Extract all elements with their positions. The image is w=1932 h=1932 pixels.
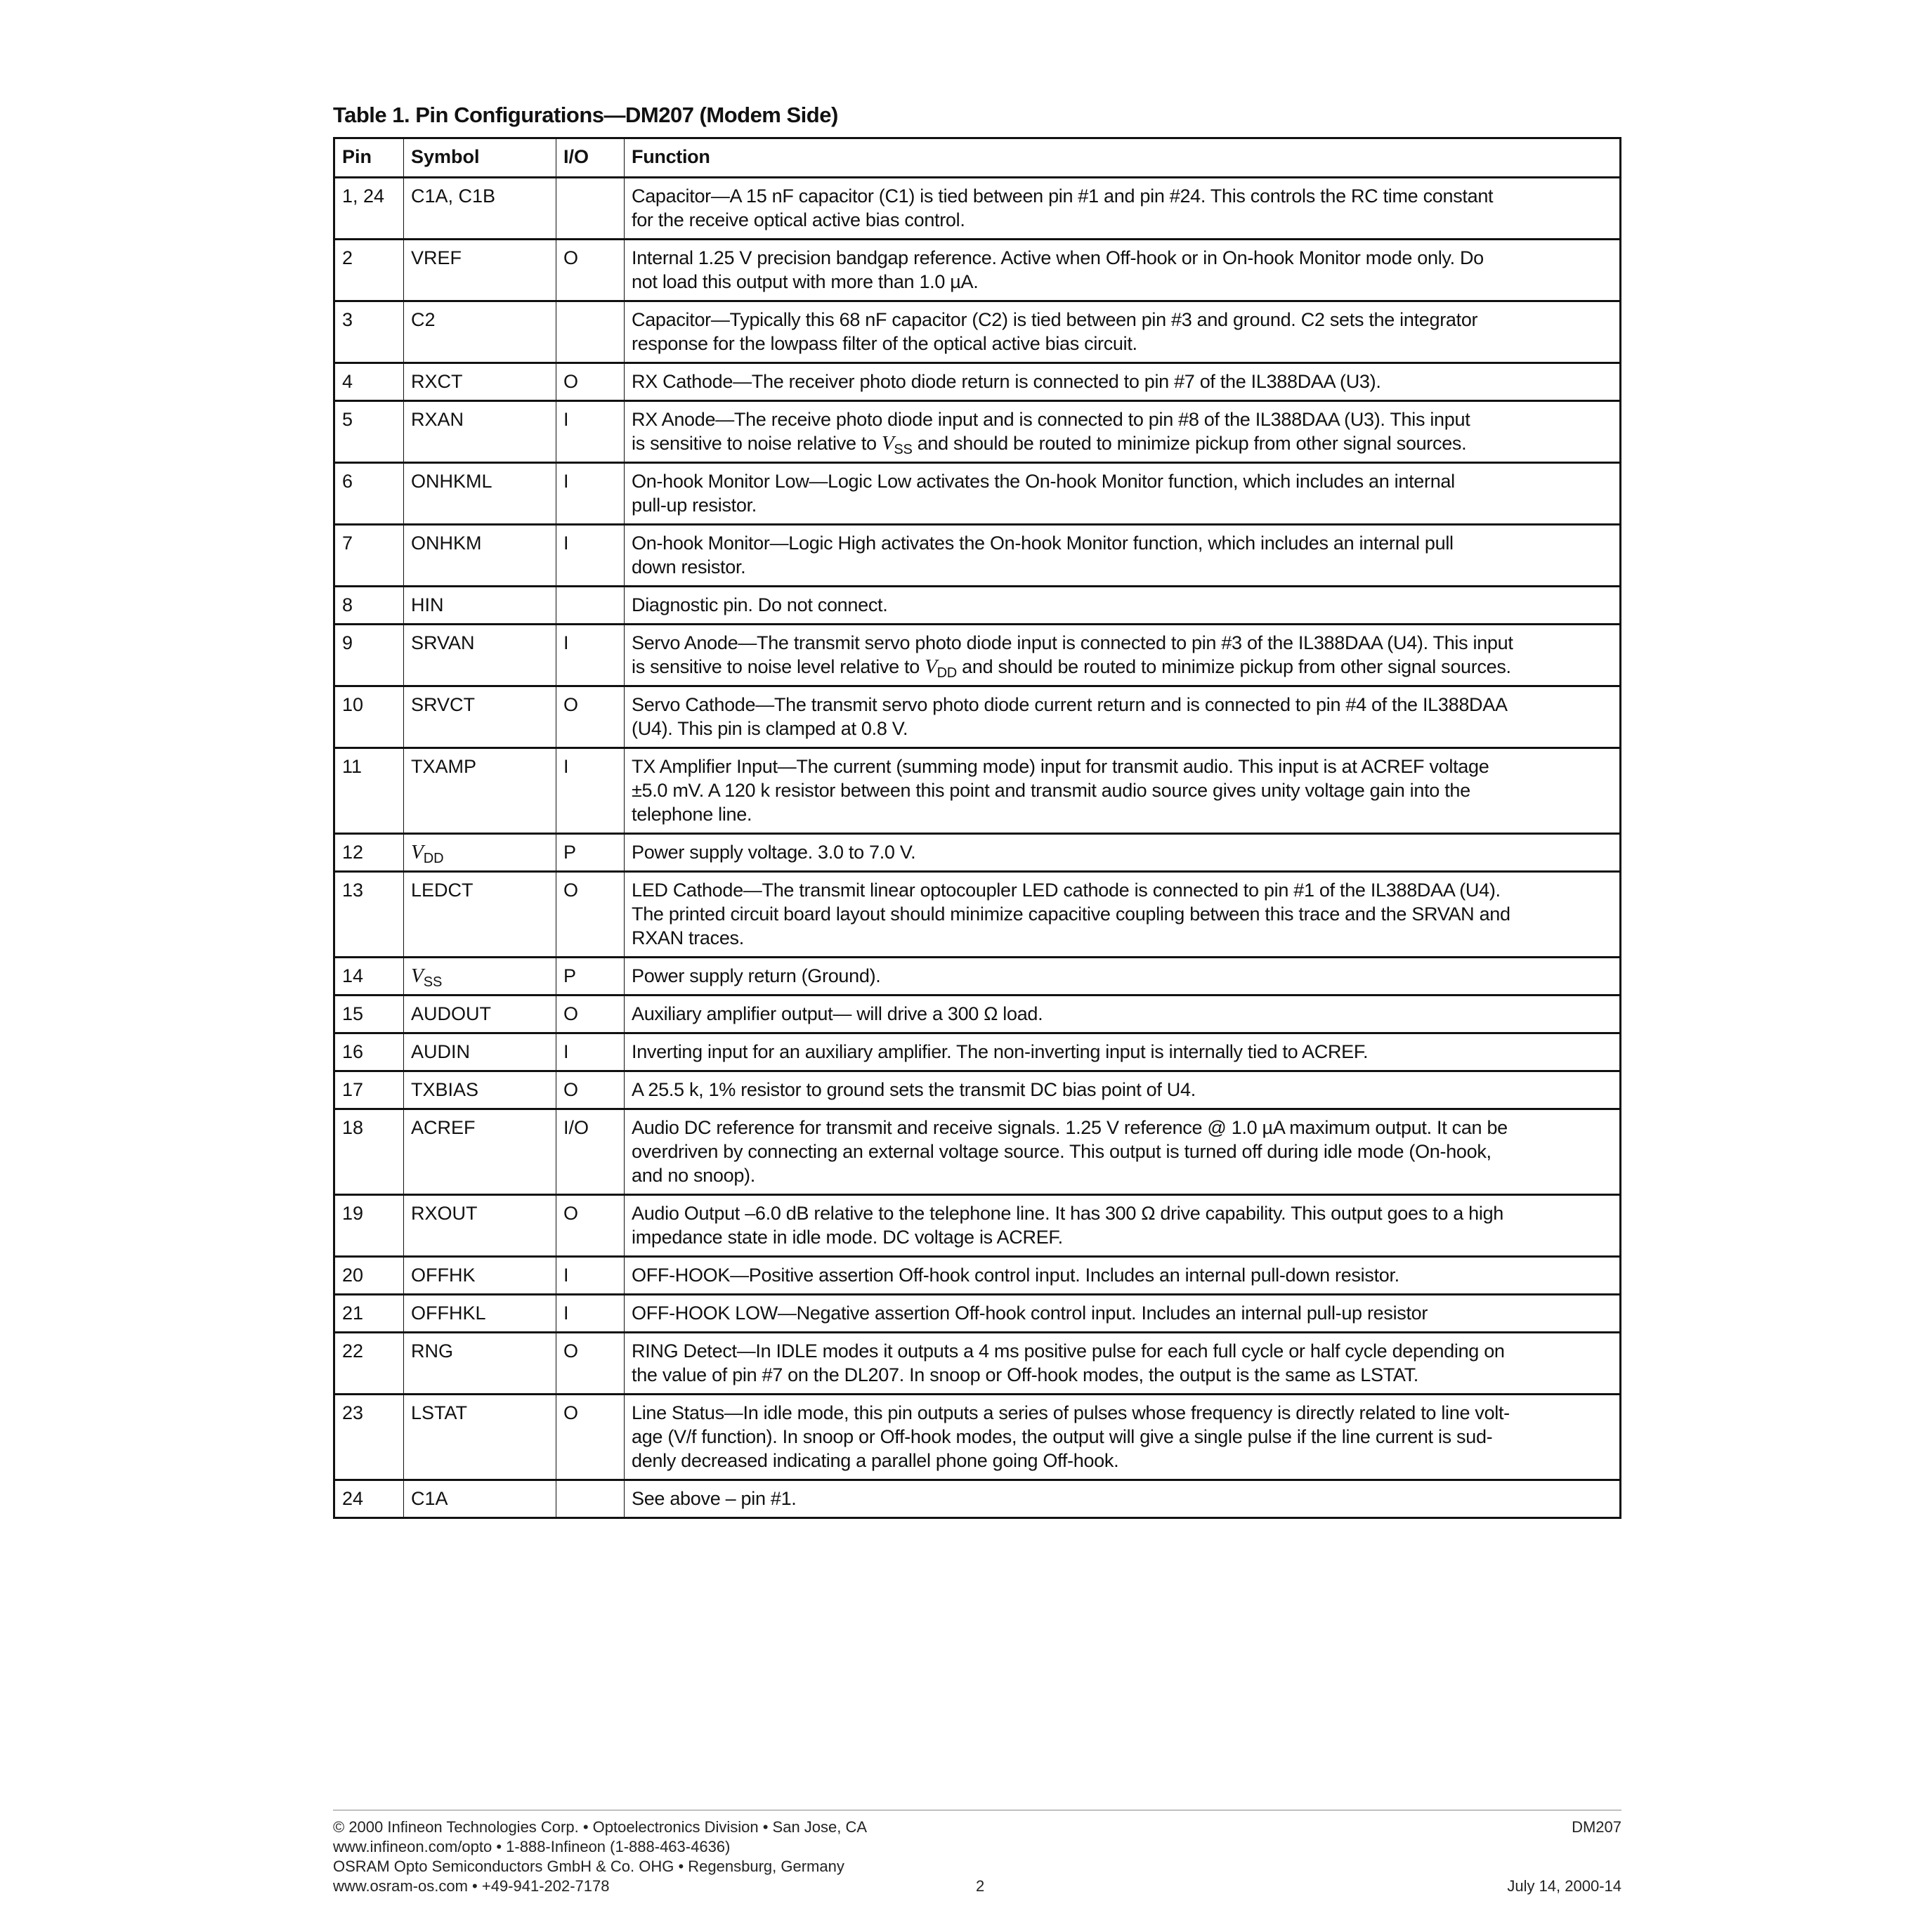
pin-number: 2 bbox=[342, 247, 353, 268]
function-text: ±5.0 mV. A 120 k resistor between this point and transmit audio source gives unity voltage gain into the bbox=[632, 780, 1470, 801]
function-text: LED Cathode—The transmit linear optocoupler LED cathode is connected to pin #1 of the IL388DAA (U4). bbox=[632, 880, 1501, 901]
pin-io-type bbox=[556, 302, 624, 362]
pin-number: 19 bbox=[342, 1203, 364, 1224]
pin-number: 23 bbox=[342, 1402, 364, 1423]
pin-symbol bbox=[403, 364, 556, 400]
function-text: (U4). This pin is clamped at 0.8 V. bbox=[632, 718, 908, 739]
pin-symbol bbox=[403, 1072, 556, 1108]
table-header-row bbox=[335, 139, 1619, 176]
pin-number: 5 bbox=[342, 409, 353, 430]
pin-function bbox=[624, 1196, 1619, 1255]
symbol-text: TXBIAS bbox=[411, 1079, 479, 1100]
function-text: The printed circuit board layout should minimize capacitive coupling between this trace and the SRVAN and bbox=[632, 903, 1510, 925]
pin-symbol bbox=[403, 302, 556, 362]
pin-symbol bbox=[403, 1481, 556, 1517]
pin-number: 10 bbox=[342, 694, 364, 715]
function-line bbox=[632, 531, 1612, 555]
pin-number: 6 bbox=[342, 471, 353, 492]
function-line bbox=[632, 469, 1612, 493]
footer-line: © 2000 Infineon Technologies Corp. • Optoelectronics Division • San Jose, CA bbox=[333, 1818, 868, 1836]
document-date: July 14, 2000-14 bbox=[1507, 1877, 1621, 1895]
footer-line: www.osram-os.com • +49-941-202-7178 bbox=[333, 1877, 610, 1895]
header-pin: Pin bbox=[342, 146, 372, 167]
function-text: Power supply voltage. 3.0 to 7.0 V. bbox=[632, 842, 916, 863]
pin-io-type: O bbox=[556, 1072, 624, 1108]
table-row bbox=[335, 300, 1619, 362]
function-text: Diagnostic pin. Do not connect. bbox=[632, 594, 888, 615]
pin-io-type: I bbox=[556, 402, 624, 462]
table-row bbox=[335, 400, 1619, 462]
function-line bbox=[632, 926, 1612, 950]
function-text: and no snoop). bbox=[632, 1165, 755, 1186]
pin-io-type: O bbox=[556, 1196, 624, 1255]
function-line bbox=[632, 902, 1612, 926]
symbol-text: OFFHKL bbox=[411, 1303, 486, 1324]
pin-symbol bbox=[403, 687, 556, 747]
pin-number: 12 bbox=[342, 842, 364, 863]
function-text: RX Cathode—The receiver photo diode return is connected to pin #7 of the IL388DAA (U3). bbox=[632, 371, 1381, 392]
table-row bbox=[335, 623, 1619, 685]
function-text: OFF-HOOK LOW—Negative assertion Off-hook control input. Includes an internal pull-up resistor bbox=[632, 1303, 1428, 1324]
function-text: the value of pin #7 on the DL207. In snoop or Off-hook modes, the output is the same as LSTAT. bbox=[632, 1364, 1418, 1385]
pin-number: 16 bbox=[342, 1041, 364, 1062]
pin-function bbox=[624, 996, 1619, 1032]
function-line bbox=[632, 1425, 1612, 1449]
header-io: I/O bbox=[556, 139, 624, 176]
table-row bbox=[335, 1255, 1619, 1293]
function-text: and should be routed to minimize pickup from other signal sources. bbox=[912, 433, 1467, 454]
pin-io-type: I bbox=[556, 1258, 624, 1293]
table-row bbox=[335, 956, 1619, 994]
pin-number: 4 bbox=[342, 371, 353, 392]
pin-io-type: I bbox=[556, 1295, 624, 1331]
symbol-text: OFFHK bbox=[411, 1265, 476, 1286]
table-row bbox=[335, 833, 1619, 870]
pin-function bbox=[624, 1481, 1619, 1517]
function-line bbox=[632, 655, 1612, 685]
symbol-text: C1A, C1B bbox=[411, 185, 496, 207]
pin-function bbox=[624, 749, 1619, 833]
pin-function bbox=[624, 873, 1619, 956]
footer-line: www.infineon.com/opto • 1-888-Infineon (1-888-463-4636) bbox=[333, 1838, 731, 1855]
pin-io-type: O bbox=[556, 687, 624, 747]
function-line bbox=[632, 1002, 1612, 1026]
pin-io-type bbox=[556, 587, 624, 623]
function-text: A 25.5 k, 1% resistor to ground sets the transmit DC bias point of U4. bbox=[632, 1079, 1196, 1100]
function-line bbox=[632, 1201, 1612, 1225]
function-text: and should be routed to minimize pickup from other signal sources. bbox=[956, 656, 1511, 677]
table-row bbox=[335, 870, 1619, 956]
function-text: Capacitor—A 15 nF capacitor (C1) is tied between pin #1 and pin #24. This controls the RC time constant bbox=[632, 185, 1494, 207]
function-line bbox=[632, 1116, 1612, 1140]
function-text: RX Anode—The receive photo diode input and is connected to pin #8 of the IL388DAA (U3). This input bbox=[632, 409, 1470, 430]
function-line bbox=[632, 1301, 1612, 1325]
function-line bbox=[632, 755, 1612, 778]
pin-function bbox=[624, 1258, 1619, 1293]
pin-io-type bbox=[556, 1481, 624, 1517]
function-text: Capacitor—Typically this 68 nF capacitor (C2) is tied between pin #3 and ground. C2 sets the integrator bbox=[632, 309, 1478, 330]
pin-io-type: P bbox=[556, 835, 624, 870]
pin-io-type: I/O bbox=[556, 1110, 624, 1194]
pin-symbol bbox=[403, 749, 556, 833]
function-text: RXAN traces. bbox=[632, 927, 744, 948]
symbol-subscript: DD bbox=[936, 665, 957, 681]
function-line bbox=[632, 717, 1612, 740]
function-line bbox=[632, 332, 1612, 355]
function-text: is sensitive to noise level relative to bbox=[632, 656, 925, 677]
pin-number: 20 bbox=[342, 1265, 364, 1286]
function-line bbox=[632, 1363, 1612, 1387]
pin-io-type: I bbox=[556, 1034, 624, 1070]
table-row bbox=[335, 1479, 1619, 1517]
symbol-text: RNG bbox=[411, 1340, 453, 1362]
pin-symbol bbox=[403, 835, 556, 870]
function-line bbox=[632, 840, 1612, 864]
function-text: On-hook Monitor Low—Logic Low activates the On-hook Monitor function, which includes an internal bbox=[632, 471, 1455, 492]
table-row bbox=[335, 1293, 1619, 1331]
function-line bbox=[632, 802, 1612, 826]
pin-function bbox=[624, 364, 1619, 400]
symbol-text: TXAMP bbox=[411, 756, 477, 777]
symbol-subscript: DD bbox=[423, 851, 444, 866]
pin-symbol bbox=[403, 587, 556, 623]
pin-symbol bbox=[403, 464, 556, 523]
pin-number: 8 bbox=[342, 594, 353, 615]
function-line bbox=[632, 631, 1612, 655]
table-row bbox=[335, 1108, 1619, 1194]
pin-number: 9 bbox=[342, 632, 353, 653]
table-row bbox=[335, 1194, 1619, 1255]
page-footer bbox=[333, 1810, 1621, 1896]
function-line bbox=[632, 308, 1612, 332]
symbol-text: C2 bbox=[411, 309, 436, 330]
function-line bbox=[632, 555, 1612, 579]
function-line bbox=[632, 878, 1612, 902]
function-text: OFF-HOOK—Positive assertion Off-hook control input. Includes an internal pull-down resistor. bbox=[632, 1265, 1399, 1286]
function-line bbox=[632, 964, 1612, 988]
pin-function bbox=[624, 1333, 1619, 1393]
function-line bbox=[632, 407, 1612, 431]
table-row bbox=[335, 1331, 1619, 1393]
pin-function bbox=[624, 178, 1619, 238]
pin-number: 7 bbox=[342, 533, 353, 554]
function-text: overdriven by connecting an external voltage source. This output is turned off during idle mode (On-hook, bbox=[632, 1141, 1492, 1162]
function-text: Servo Cathode—The transmit servo photo diode current return and is connected to pin #4 of the IL388DAA bbox=[632, 694, 1508, 715]
pin-number: 22 bbox=[342, 1340, 364, 1362]
document-id: DM207 bbox=[1572, 1818, 1621, 1836]
function-text: On-hook Monitor—Logic High activates the On-hook Monitor function, which includes an internal pull bbox=[632, 533, 1454, 554]
function-line bbox=[632, 1449, 1612, 1473]
symbol-text: LEDCT bbox=[411, 880, 474, 901]
pin-function bbox=[624, 526, 1619, 585]
pin-configuration-table bbox=[333, 137, 1621, 1519]
pin-symbol bbox=[403, 1258, 556, 1293]
function-line bbox=[632, 208, 1612, 232]
function-text: RING Detect—In IDLE modes it outputs a 4 ms positive pulse for each full cycle or half cycle depending on bbox=[632, 1340, 1505, 1362]
page-number: 2 bbox=[976, 1877, 985, 1895]
pin-number: 1, 24 bbox=[342, 185, 385, 207]
table-row bbox=[335, 176, 1619, 238]
function-line bbox=[632, 431, 1612, 462]
function-text: Power supply return (Ground). bbox=[632, 965, 881, 986]
symbol-text: AUDIN bbox=[411, 1041, 471, 1062]
function-line bbox=[632, 1040, 1612, 1064]
function-line bbox=[632, 184, 1612, 208]
table-row bbox=[335, 1070, 1619, 1108]
table-title: Table 1. Pin Configurations—DM207 (Modem Side) bbox=[333, 103, 838, 127]
pin-io-type: I bbox=[556, 749, 624, 833]
symbol-variable: V bbox=[881, 432, 894, 455]
pin-function bbox=[624, 1072, 1619, 1108]
pin-io-type: I bbox=[556, 464, 624, 523]
pin-symbol bbox=[403, 1333, 556, 1393]
function-text: not load this output with more than 1.0 µA. bbox=[632, 271, 979, 292]
pin-function bbox=[624, 587, 1619, 623]
symbol-subscript: SS bbox=[423, 974, 443, 990]
function-line bbox=[632, 1163, 1612, 1187]
pin-symbol bbox=[403, 958, 556, 994]
function-line bbox=[632, 1487, 1612, 1510]
pin-number: 21 bbox=[342, 1303, 364, 1324]
table-row bbox=[335, 1032, 1619, 1070]
pin-function bbox=[624, 687, 1619, 747]
pin-symbol bbox=[403, 240, 556, 300]
pin-symbol bbox=[403, 402, 556, 462]
symbol-text: RXCT bbox=[411, 371, 463, 392]
function-text: age (V/f function). In snoop or Off-hook modes, the output will give a single pulse if the line current is sud- bbox=[632, 1426, 1493, 1447]
header-symbol: Symbol bbox=[403, 139, 556, 176]
symbol-text: HIN bbox=[411, 594, 444, 615]
pin-io-type: O bbox=[556, 1395, 624, 1479]
footer-line: OSRAM Opto Semiconductors GmbH & Co. OHG • Regensburg, Germany bbox=[333, 1858, 844, 1875]
table-row bbox=[335, 747, 1619, 833]
function-line bbox=[632, 270, 1612, 294]
pin-number: 15 bbox=[342, 1003, 364, 1024]
pin-symbol bbox=[403, 1295, 556, 1331]
function-text: Internal 1.25 V precision bandgap reference. Active when Off-hook or in On-hook Monitor mode only. Do bbox=[632, 247, 1484, 268]
pin-function bbox=[624, 240, 1619, 300]
pin-function bbox=[624, 835, 1619, 870]
pin-function bbox=[624, 1395, 1619, 1479]
pin-io-type: I bbox=[556, 625, 624, 685]
function-line bbox=[632, 593, 1612, 617]
pin-io-type: O bbox=[556, 364, 624, 400]
function-text: Servo Anode—The transmit servo photo diode input is connected to pin #3 of the IL388DAA (U4). This input bbox=[632, 632, 1513, 653]
pin-number: 14 bbox=[342, 965, 364, 986]
function-text: down resistor. bbox=[632, 556, 746, 577]
pin-io-type: O bbox=[556, 1333, 624, 1393]
pin-symbol bbox=[403, 873, 556, 956]
function-line bbox=[632, 778, 1612, 802]
table-row bbox=[335, 362, 1619, 400]
pin-number: 18 bbox=[342, 1117, 364, 1138]
symbol-variable: V bbox=[411, 841, 424, 863]
pin-symbol bbox=[403, 1395, 556, 1479]
pin-function bbox=[624, 1295, 1619, 1331]
symbol-text: ONHKM bbox=[411, 533, 482, 554]
pin-symbol bbox=[403, 178, 556, 238]
function-text: for the receive optical active bias control. bbox=[632, 209, 965, 230]
function-line bbox=[632, 1078, 1612, 1102]
function-line bbox=[632, 1263, 1612, 1287]
symbol-text: LSTAT bbox=[411, 1402, 468, 1423]
function-text: pull-up resistor. bbox=[632, 495, 757, 516]
function-text: impedance state in idle mode. DC voltage is ACREF. bbox=[632, 1227, 1063, 1248]
table-row bbox=[335, 1393, 1619, 1479]
pin-symbol bbox=[403, 625, 556, 685]
pin-number: 3 bbox=[342, 309, 353, 330]
pin-symbol bbox=[403, 996, 556, 1032]
symbol-text: SRVAN bbox=[411, 632, 475, 653]
function-line bbox=[632, 493, 1612, 517]
table-row bbox=[335, 238, 1619, 300]
symbol-text: RXOUT bbox=[411, 1203, 478, 1224]
pin-io-type: O bbox=[556, 996, 624, 1032]
symbol-text: RXAN bbox=[411, 409, 464, 430]
pin-io-type: O bbox=[556, 240, 624, 300]
function-text: response for the lowpass filter of the optical active bias circuit. bbox=[632, 333, 1137, 354]
pin-function bbox=[624, 302, 1619, 362]
symbol-text: ONHKML bbox=[411, 471, 492, 492]
pin-symbol bbox=[403, 1110, 556, 1194]
function-text: is sensitive to noise relative to bbox=[632, 433, 882, 454]
function-line bbox=[632, 1140, 1612, 1163]
function-text: telephone line. bbox=[632, 804, 752, 825]
pin-function bbox=[624, 1110, 1619, 1194]
function-line bbox=[632, 1225, 1612, 1249]
table-row bbox=[335, 462, 1619, 523]
table-row bbox=[335, 685, 1619, 747]
pin-io-type: P bbox=[556, 958, 624, 994]
pin-symbol bbox=[403, 1034, 556, 1070]
symbol-text: C1A bbox=[411, 1488, 448, 1509]
function-text: Audio Output –6.0 dB relative to the telephone line. It has 300 Ω drive capability. This output goes to a high bbox=[632, 1203, 1504, 1224]
pin-number: 24 bbox=[342, 1488, 364, 1509]
pin-symbol bbox=[403, 526, 556, 585]
pin-function bbox=[624, 958, 1619, 994]
function-text: denly decreased indicating a parallel phone going Off-hook. bbox=[632, 1450, 1119, 1471]
pin-function bbox=[624, 625, 1619, 685]
function-text: Line Status—In idle mode, this pin outputs a series of pulses whose frequency is directly related to line volt- bbox=[632, 1402, 1510, 1423]
pin-number: 11 bbox=[342, 756, 363, 777]
function-line bbox=[632, 370, 1612, 393]
pin-function bbox=[624, 1034, 1619, 1070]
pin-number: 13 bbox=[342, 880, 364, 901]
symbol-text: SRVCT bbox=[411, 694, 476, 715]
function-line bbox=[632, 693, 1612, 717]
table-row bbox=[335, 994, 1619, 1032]
pin-number: 17 bbox=[342, 1079, 364, 1100]
symbol-variable: V bbox=[411, 965, 424, 987]
header-function: Function bbox=[624, 139, 1619, 176]
pin-io-type: I bbox=[556, 526, 624, 585]
table-row bbox=[335, 523, 1619, 585]
symbol-subscript: SS bbox=[894, 442, 913, 457]
table-row bbox=[335, 585, 1619, 623]
symbol-text: ACREF bbox=[411, 1117, 476, 1138]
pin-io-type bbox=[556, 178, 624, 238]
function-text: Inverting input for an auxiliary amplifier. The non-inverting input is internally tied to ACREF. bbox=[632, 1041, 1369, 1062]
function-text: See above – pin #1. bbox=[632, 1488, 797, 1509]
function-line bbox=[632, 1401, 1612, 1425]
symbol-text: AUDOUT bbox=[411, 1003, 491, 1024]
symbol-text: VREF bbox=[411, 247, 462, 268]
symbol-variable: V bbox=[925, 655, 937, 678]
pin-io-type: O bbox=[556, 873, 624, 956]
pin-function bbox=[624, 464, 1619, 523]
function-line bbox=[632, 246, 1612, 270]
function-text: TX Amplifier Input—The current (summing mode) input for transmit audio. This input is at ACREF voltage bbox=[632, 756, 1489, 777]
function-text: Audio DC reference for transmit and receive signals. 1.25 V reference @ 1.0 µA maximum output. It can be bbox=[632, 1117, 1508, 1138]
function-line bbox=[632, 1339, 1612, 1363]
pin-function bbox=[624, 402, 1619, 462]
pin-symbol bbox=[403, 1196, 556, 1255]
function-text: Auxiliary amplifier output— will drive a 300 Ω load. bbox=[632, 1003, 1043, 1024]
